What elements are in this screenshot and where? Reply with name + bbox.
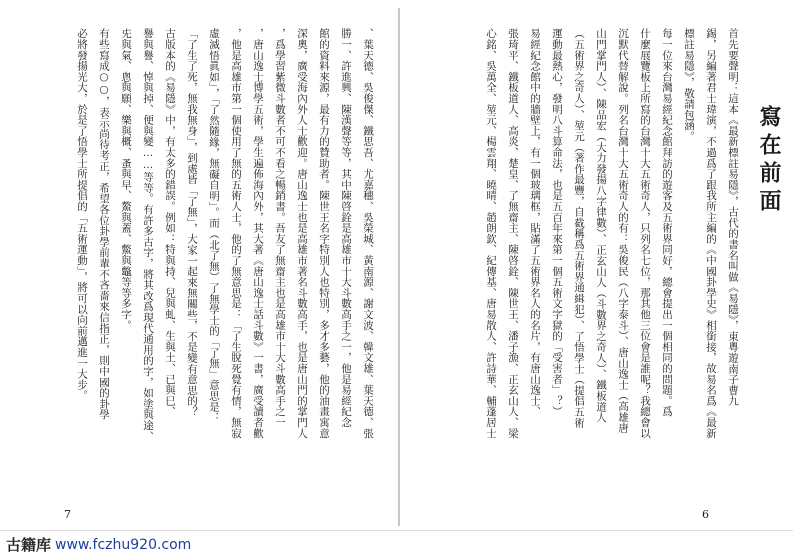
text-column: 首先要聲明：這本《最新標註易隱》，古代的書名叫做《易隱》，東粵遊南子曹九 — [727, 28, 739, 407]
page-number: 6 — [702, 508, 709, 521]
text-column: ，唐山逸士博學五術，學生遍佈海內外，其大著《唐山逸士話斗數》一書，廣受讀者歡 — [252, 28, 264, 439]
text-column: 古版本的《易隱》中，有太多的錯誤。例如：特與持、兒與虬、生與土、已與巳、 — [164, 28, 176, 417]
text-column: 虛滅悟眞如」，「了然隨緣，無礙自明」。而（北了無）了無學士的「了無」意思是： — [208, 28, 220, 423]
text-column: 、葉天德、吳俊傑、鐵思吾、尤嘉穗、吳榮城、黃南源、謝文波、韓文雄、葉天德、張 — [362, 28, 374, 439]
text-column: 標註易隱》，敬請包涵。 — [683, 28, 695, 142]
site-logo: 古籍库 — [6, 536, 52, 554]
right-page — [400, 0, 793, 530]
text-column: ，爲學習紫微斗數者不可不看之暢銷書。吾友了無齋主也是高雄市十大斗數高手之一 — [274, 28, 286, 428]
text-column: 兂與氣、悤與願、樂與概、蚤與早、鰲與蓋、鱉與鼈等等多字。 — [120, 28, 132, 331]
section-title: 寫在前面 — [756, 105, 782, 217]
text-column: 錫，另編著君士瑋演，不過爲了跟我所主編的《中國卦學史》相銜接，故易名爲《最新 — [705, 28, 717, 439]
text-column: 有些寫成○○，表示尚待考正，希望各位卦學前輩不吝嗇來信指正，則中國的卦學 — [98, 28, 110, 420]
page-number: 7 — [64, 508, 71, 521]
text-column: 館的資料來源，最有力的贊助者。陳世王名字特別人也特別，多才多藝，他的油畫寓意 — [318, 28, 330, 439]
text-column: ，他是高雄市第一個使用了無的五術人士，他的了無意思是：「了生脫死覺有情，無寂 — [230, 28, 242, 439]
text-column: 什麼展覽板上所寫的台灣十大五術奇人，只列名七位，那其他三位會是誰呢？我總會以 — [639, 28, 651, 439]
left-page — [0, 0, 400, 530]
text-column: 「了生了死，無我無身」，到處皆「了無」，大家一起來無關些，不是變有意思的？ — [186, 28, 198, 418]
text-column: 每一位來台灣易經紀念館拜訪的遊客及五術界同好，總會提出一個相同的問題。爲 — [661, 28, 673, 417]
text-column: （五術界之奇人）、堃元（著作最豐，自截稱爲五術界通緝犯）、了悟學士（提倡五術 — [573, 28, 585, 428]
text-column: 必將發揚光大，於是了悟學士所提倡的「五術運動」，將可以向前邁進一大步。 — [76, 28, 88, 401]
text-column: 心銘、吳萬全、堃元、楊雲翔、曉晴、趙朗欽、紀傳基、唐易散人、許詩華、輔蓬居士 — [485, 28, 497, 439]
text-column: 深奧，廣受海內外人士歡迎。唐山逸士也是高雄市著名斗數高手，也是唐山門的掌門人 — [296, 28, 308, 439]
text-column: 沉默代替解說。列名台灣十大五術奇人的有：吳俊民（八字泰斗）、唐山逸士（高雄唐 — [617, 28, 629, 434]
text-column: 勝一、許進興、陳漢聲等等，其中陳啓銓是高雄市十大斗數高手之一，他是易經紀念 — [340, 28, 352, 428]
text-column: 易經紀念館中的牆壁上，有一個玻璃框，貼滿了五術界名人的名片，有唐山逸士、 — [529, 28, 541, 417]
site-watermark-bar — [0, 530, 793, 558]
text-column: 譽與譽、悼與掉、便與變……等等。有許多古字，將其改爲現代通用的字，如塗與途、 — [142, 28, 154, 442]
text-column: 運動最熱心，發明八斗算命法，也是五百年來第一個五術文字獄的「受害者」？） — [551, 28, 563, 417]
text-column: 張琦平、鐵板道人、高炎、楚皇、了無齋主、陳啓銓、陳世王、潘子漁、正玄山人、梁 — [507, 28, 519, 439]
text-column: 山門掌門人）、陳品宏（大力發揚八字律數）、正玄山人（斗數界之奇人）、鐵板道人 — [595, 28, 607, 423]
site-url: www.fczhu920.com — [55, 536, 192, 553]
